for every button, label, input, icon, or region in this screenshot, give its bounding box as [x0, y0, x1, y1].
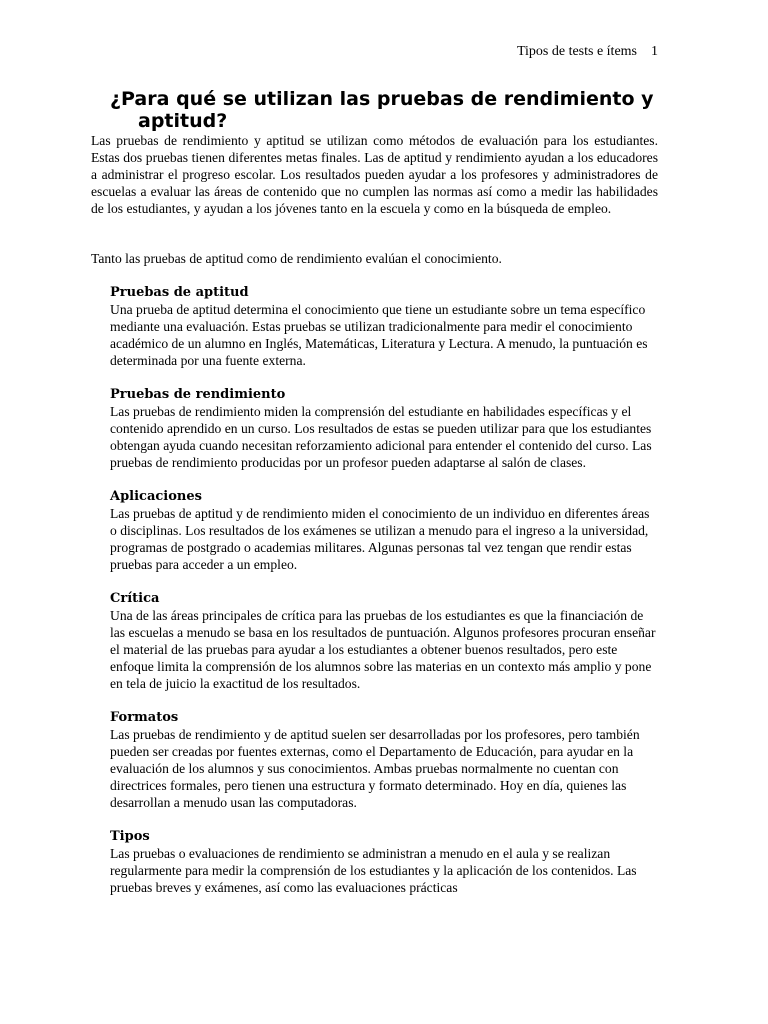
section-body: Una de las áreas principales de crítica para las pruebas de los estudiantes es que la financiación de las escuelas a menudo se basa en los resultados de puntuación. Algunos profesores procuran enseñar el material de las pruebas para ayudar a los estudiantes a obtener buenos resultados, pero este enfoque limita la comprensión de los alumnos sobre las materias en un contexto más amplio y pone en tela de juicio la exactitud de los resultados. — [110, 608, 656, 691]
section-heading: Tipos — [110, 829, 150, 844]
section-types — [110, 828, 658, 896]
section-heading: Pruebas de rendimiento — [110, 387, 286, 402]
section-applications — [110, 488, 658, 573]
section-body: Las pruebas de rendimiento miden la comprensión del estudiante en habilidades específicas y el contenido aprendido en un curso. Los resultados de estas se pueden utilizar para que los estudiantes obtengan ayuda cuando necesitan reforzamiento adicional para entender el contenido del curso. Las pruebas de rendimiento producidas por un profesor pueden adaptarse al salón de clases. — [110, 404, 652, 470]
section-body: Las pruebas de rendimiento y de aptitud suelen ser desarrolladas por los profesores, pero también pueden ser creadas por fuentes externas, como el Departamento de Educación, para ayudar en la evaluación de los alumnos y sus conocimientos. Ambas pruebas normalmente no cuentan con directrices formales, pero tienen una estructura y formato determinado. Hoy en día, quienes las desarrollan a menudo usan las computadoras. — [110, 727, 640, 810]
intro-paragraph: Las pruebas de rendimiento y aptitud se utilizan como métodos de evaluación para los estudiantes. Estas dos pruebas tienen diferentes metas finales. Las de aptitud y rendimiento ayudan a los educadores a administrar el progreso escolar. Los resultados pueden ayudar a los profesores y administradores de escuelas a evaluar las áreas de contenido que no cumplen las normas así como a medir las habilidades de los estudiantes, y ayudan a los jóvenes tanto en la escuela y como en la búsqueda de empleo. — [91, 133, 658, 216]
section-criticism — [110, 590, 658, 692]
section-body: Las pruebas o evaluaciones de rendimiento se administran a menudo en el aula y se realizan regularmente para medir la comprensión de los estudiantes y la aplicación de los contenidos. Las pruebas breves y exámenes, así como las evaluaciones prácticas — [110, 846, 637, 895]
section-heading: Pruebas de aptitud — [110, 285, 249, 300]
sections-container — [110, 284, 658, 913]
section-body: Una prueba de aptitud determina el conocimiento que tiene un estudiante sobre un tema específico mediante una evaluación. Estas pruebas se utilizan tradicionalmente para medir el conocimiento académico de un alumno en Inglés, Matemáticas, Literatura y Lectura. A menudo, la puntuación es determinada por una fuente externa. — [110, 302, 648, 368]
intro-summary-paragraph: Tanto las pruebas de aptitud como de rendimiento evalúan el conocimiento. — [91, 251, 502, 266]
section-aptitude-tests — [110, 284, 658, 369]
page-number: 1 — [651, 44, 658, 59]
section-heading: Crítica — [110, 591, 160, 606]
section-body: Las pruebas de aptitud y de rendimiento miden el conocimiento de un individuo en diferentes áreas o disciplinas. Los resultados de los exámenes se utilizan a menudo para el ingreso a la universidad, programas de postgrado o academias militares. Algunas personas tal vez tengan que rendir estas pruebas para acceder a un empleo. — [110, 506, 650, 572]
section-heading: Formatos — [110, 710, 179, 725]
section-formats — [110, 709, 658, 811]
running-header — [517, 44, 658, 60]
running-header-title: Tipos de tests e ítems — [516, 44, 637, 59]
document-title: ¿Para qué se utilizan las pruebas de rendimiento y aptitud? — [110, 88, 654, 132]
section-heading: Aplicaciones — [110, 489, 202, 504]
section-achievement-tests — [110, 386, 658, 471]
